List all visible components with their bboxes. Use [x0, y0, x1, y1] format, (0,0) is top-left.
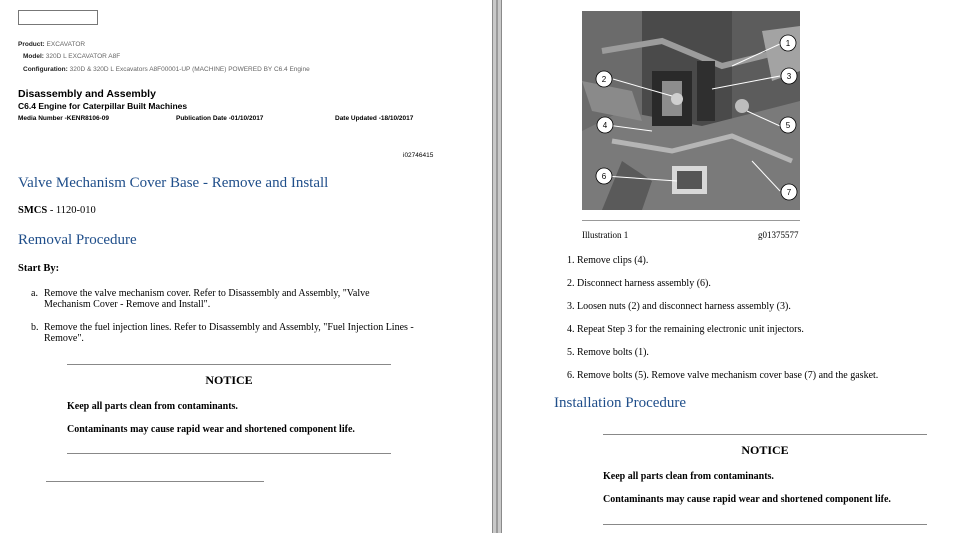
smcs-label: SMCS: [18, 205, 48, 216]
configuration-value: 320D & 320D L Excavators A8F00001-UP (MACHINE) POWERED BY C6.4 Engine: [69, 66, 310, 73]
illustration-caption: Illustration 1: [582, 230, 629, 240]
product-line: [18, 41, 85, 48]
step-3: [567, 301, 791, 312]
installation-heading: Installation Procedure: [554, 395, 687, 411]
right-page: [502, 0, 963, 533]
substep-marker: b.: [31, 322, 39, 333]
empty-header-box: [18, 10, 98, 25]
product-label: Product:: [18, 41, 45, 48]
step-2: [567, 278, 711, 289]
step-number: 4.: [567, 324, 575, 335]
smcs-value: - 1120-010: [47, 205, 96, 216]
notice-title: NOTICE: [741, 443, 789, 457]
step-text: Remove bolts (5). Remove valve mechanism cover base (7) and the gasket.: [577, 370, 879, 381]
media-number: Media Number -KENR8106-09: [18, 115, 110, 122]
notice-title: NOTICE: [205, 373, 253, 387]
notice-rule-bottom: [603, 524, 927, 525]
configuration-label: Configuration:: [23, 66, 68, 73]
callout-3: 3: [786, 72, 792, 81]
callout-4: 4: [602, 121, 608, 130]
smcs-line: [18, 205, 96, 216]
document-title: Disassembly and Assembly: [18, 88, 156, 100]
step-number: 5.: [567, 347, 575, 358]
callout-6: 6: [601, 172, 607, 181]
substep-text: Remove the fuel injection lines. Refer to Disassembly and Assembly, "Fuel Injection Lines - Remove".: [44, 322, 414, 344]
publication-date: Publication Date -01/10/2017: [176, 115, 264, 122]
product-value: EXCAVATOR: [46, 41, 86, 48]
document-subtitle: C6.4 Engine for Caterpillar Built Machines: [18, 101, 188, 111]
notice-line: Contaminants may cause rapid wear and shortened component life.: [603, 494, 891, 505]
step-1: [567, 255, 648, 266]
callout-2: 2: [601, 75, 607, 84]
step-text: Remove bolts (1).: [577, 347, 649, 358]
date-updated: Date Updated -18/10/2017: [335, 115, 414, 122]
notice-rule-top: [67, 364, 391, 365]
engine-photo: [582, 11, 800, 210]
step-6: [567, 370, 878, 381]
section-title: Valve Mechanism Cover Base - Remove and Install: [18, 175, 329, 191]
callout-1: 1: [785, 39, 791, 48]
start-by-label: Start By:: [18, 263, 60, 274]
step-number: 6.: [567, 370, 575, 381]
step-number: 3.: [567, 301, 575, 312]
model-line: [23, 53, 120, 60]
notice-rule-bottom: [67, 453, 391, 454]
model-label: Model:: [23, 53, 44, 60]
page-gutter: [492, 0, 502, 533]
callout-7: 7: [786, 188, 792, 197]
notice-line: Contaminants may cause rapid wear and shortened component life.: [67, 424, 355, 435]
step-4: [567, 324, 804, 335]
step-text: Repeat Step 3 for the remaining electronic unit injectors.: [577, 324, 804, 335]
document-id: i02746415: [403, 152, 434, 159]
step-text: Loosen nuts (2) and disconnect harness assembly (3).: [577, 301, 791, 312]
engine-illustration: [582, 11, 800, 210]
substep-text: Remove the valve mechanism cover. Refer to Disassembly and Assembly, "Valve Mechanism Cover - Remove and Install".: [44, 288, 370, 310]
substep-marker: a.: [31, 288, 38, 299]
model-value: 320D L EXCAVATOR A8F: [45, 53, 121, 60]
separator-rule: [46, 481, 264, 482]
step-number: 2.: [567, 278, 575, 289]
step-text: Remove clips (4).: [577, 255, 649, 266]
callout-5: 5: [785, 121, 791, 130]
removal-heading: Removal Procedure: [18, 232, 137, 248]
notice-line: Keep all parts clean from contaminants.: [67, 401, 238, 412]
configuration-line: [23, 66, 310, 73]
notice-rule-top: [603, 434, 927, 435]
step-text: Disconnect harness assembly (6).: [577, 278, 711, 289]
illustration-id: g01375577: [758, 230, 799, 240]
step-number: 1.: [567, 255, 575, 266]
step-5: [567, 347, 649, 358]
notice-line: Keep all parts clean from contaminants.: [603, 471, 774, 482]
illustration-rule: [582, 220, 800, 221]
